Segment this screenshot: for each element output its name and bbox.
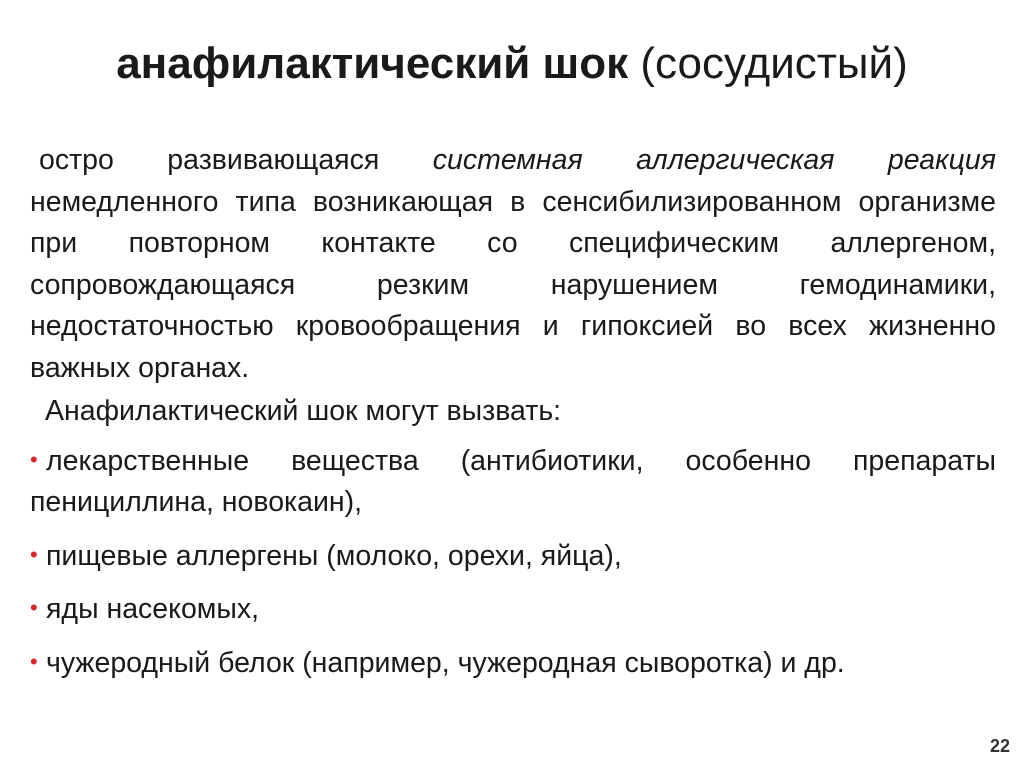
bullet-icon: • bbox=[30, 446, 38, 472]
definition-rest: немедленного типа возникающая в сенсибилизированном организме при повторном контакте со специфическим аллергеном, сопровождающаяся резким нарушением гемодинамики, недостаточностью кровообращения и гипоксией во всех жизненно важных органах. bbox=[30, 185, 996, 384]
title-main: анафилактический шок bbox=[116, 39, 629, 88]
bullet-text: пищевые аллергены (молоко, орехи, яйца), bbox=[46, 539, 622, 572]
definition-paragraph bbox=[30, 140, 996, 389]
slide-title bbox=[0, 34, 1024, 94]
bullet-icon: • bbox=[30, 595, 38, 620]
bullet-item-drugs bbox=[30, 439, 996, 524]
causes-lead: Анафилактический шок могут вызвать: bbox=[45, 395, 562, 427]
slide-body bbox=[30, 140, 996, 694]
bullet-item-food bbox=[30, 534, 996, 578]
bullet-icon: • bbox=[30, 541, 38, 567]
bullet-text: чужеродный белок (например, чужеродная сыворотка) и др. bbox=[46, 646, 845, 679]
title-qualifier: (сосудистый) bbox=[640, 39, 908, 88]
definition-term: системная аллергическая реакция bbox=[432, 144, 996, 176]
definition-start: остро развивающаяся bbox=[39, 144, 433, 176]
bullet-text: яды насекомых, bbox=[46, 593, 260, 625]
slide-number: 22 bbox=[989, 736, 1010, 756]
bullet-icon: • bbox=[30, 648, 38, 674]
bullet-item-foreign-protein bbox=[30, 641, 996, 685]
bullet-item-insect-venom bbox=[30, 587, 996, 631]
bullet-text: лекарственные вещества (антибиотики, особенно препараты пенициллина, новокаин), bbox=[30, 444, 996, 518]
